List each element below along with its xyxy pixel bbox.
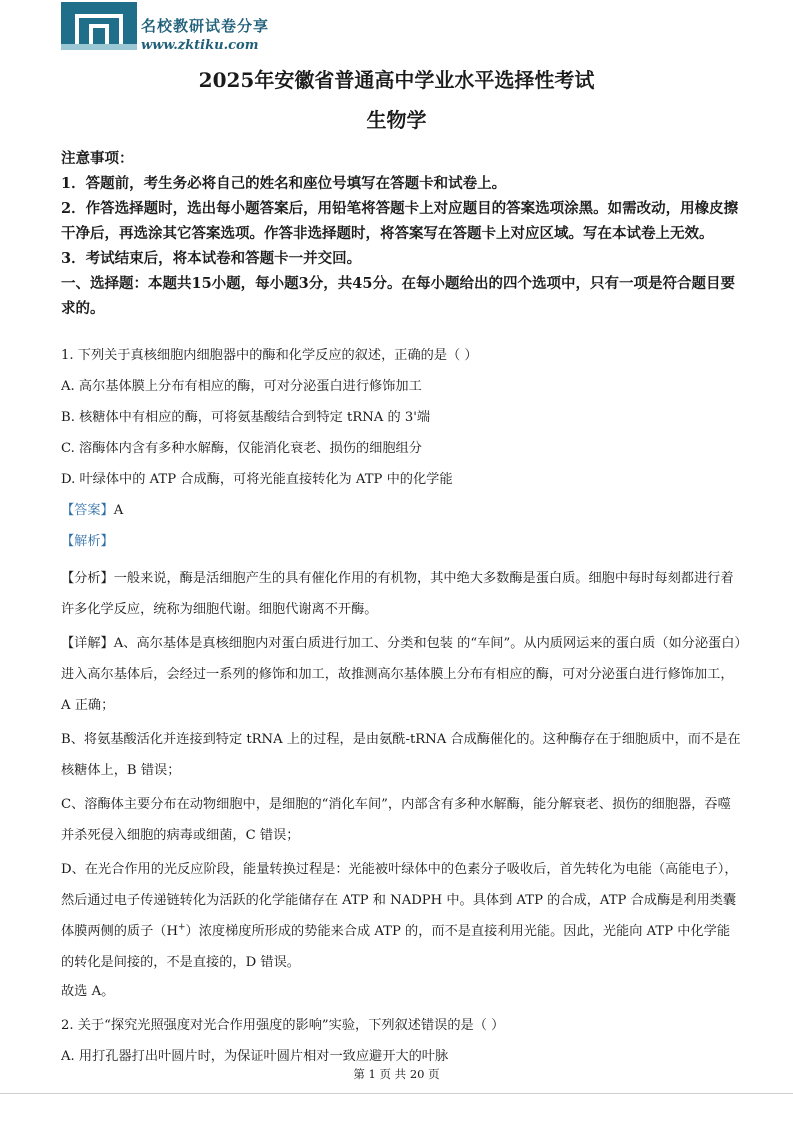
xiangjie-c: C、溶酶体主要分布在动物细胞中，是细胞的“消化车间”，内部含有多种水解酶，能分解衰老、损伤的细胞器，吞噬并杀死侵入细胞的病毒或细菌，C 错误；	[61, 797, 731, 843]
subject-title: 生物学	[366, 108, 427, 132]
q1-stem: 1. 下列关于真核细胞内细胞器中的酶和化学反应的叙述，正确的是（ ）	[61, 348, 478, 363]
proton-charge: +	[178, 922, 186, 933]
note-item: 1．答题前，考生务必将自己的姓名和座位号填写在答题卡和试卷上。	[61, 175, 507, 192]
note-item: 3．考试结束后，将本试卷和答题卡一并交回。	[61, 250, 362, 267]
q1-option-c: C. 溶酶体内含有多种水解酶，仅能消化衰老、损伤的细胞组分	[61, 441, 422, 456]
fenxi-paragraph	[61, 563, 741, 625]
q1-option-d: D. 叶绿体中的 ATP 合成酶，可将光能直接转化为 ATP 中的化学能	[61, 472, 453, 487]
q1-conclusion: 故选 A。	[61, 984, 115, 999]
q1-option-b: B. 核糖体中有相应的酶，可将氨基酸结合到特定 tRNA 的 3'端	[61, 410, 431, 425]
xiangjie-d	[61, 854, 741, 978]
page-footer: 第 1 页 共 20 页	[353, 1067, 440, 1081]
q2-stem: 2. 关于“探究光照强度对光合作用强度的影响”实验，下列叙述错误的是（ ）	[61, 1018, 505, 1033]
q1-answer	[61, 501, 741, 521]
xiangjie-tag: 【详解】	[61, 636, 114, 651]
site-logo[interactable]	[61, 2, 301, 54]
logo-building-icon	[61, 2, 137, 50]
analysis-tag: 【解析】	[61, 534, 114, 549]
logo-url[interactable]: www.zktiku.com	[141, 38, 259, 53]
note-item: 2．作答选择题时，选出每小题答案后，用铅笔将答题卡上对应题目的答案选项涂黑。如需改动，用橡皮擦干净后，再选涂其它答案选项。作答非选择题时，将答案写在答题卡上对应区域。写在本试卷上无效。	[61, 200, 739, 242]
xiangjie-a-text: A、高尔基体是真核细胞内对蛋白质进行加工、分类和包装 的“车间”。从内质网运来的蛋白质（如分泌蛋白）进入高尔基体后，会经过一系列的修饰和加工，故推测高尔基体膜上分布有相应的酶，可对分泌蛋白进行修饰加工，A 正确；	[61, 636, 741, 713]
notes-heading: 注意事项：	[61, 150, 134, 167]
answer-value: A	[113, 503, 124, 518]
q1-option-a: A. 高尔基体膜上分布有相应的酶，可对分泌蛋白进行修饰加工	[61, 379, 422, 394]
fenxi-tag: 【分析】	[61, 571, 114, 586]
xiangjie-a	[61, 628, 741, 721]
question-area	[61, 346, 741, 1078]
fenxi-text: 一般来说，酶是活细胞产生的具有催化作用的有机物，其中绝大多数酶是蛋白质。细胞中每时每刻都进行着许多化学反应，统称为细胞代谢。细胞代谢离不开酶。	[61, 571, 734, 617]
section-heading: 一、选择题：本题共15小题，每小题3分，共45分。在每小题给出的四个选项中，只有一项是符合题目要求的。	[61, 275, 735, 317]
exam-notes	[61, 146, 741, 321]
exam-title: 2025年安徽省普通高中学业水平选择性考试	[198, 68, 595, 92]
xiangjie-d-part2: ）浓度梯度所形成的势能来合成 ATP 的，而不是直接利用光能。因此，光能向 ATP 中化学能的转化是间接的，不是直接的，D 错误。	[61, 924, 731, 970]
xiangjie-d-part1: D、在光合作用的光反应阶段，能量转换过程是：光能被叶绿体中的色素分子吸收后，首先转化为电能（高能电子），然后通过电子传递链转化为活跃的化学能储存在 ATP 和 NADPH 中。具体到 ATP 的合成，ATP 合成酶是利用类囊体膜两侧的质子（H	[61, 862, 738, 939]
q2-option-a: A. 用打孔器打出叶圆片时，为保证叶圆片相对一致应避开大的叶脉	[61, 1049, 449, 1064]
footer-divider	[0, 1093, 793, 1094]
logo-name: 名校教研试卷分享	[141, 17, 270, 35]
xiangjie-b: B、将氨基酸活化并连接到特定 tRNA 上的过程，是由氨酰-tRNA 合成酶催化的。这种酶存在于细胞质中，而不是在核糖体上，B 错误；	[61, 732, 741, 778]
answer-tag: 【答案】	[61, 503, 114, 518]
